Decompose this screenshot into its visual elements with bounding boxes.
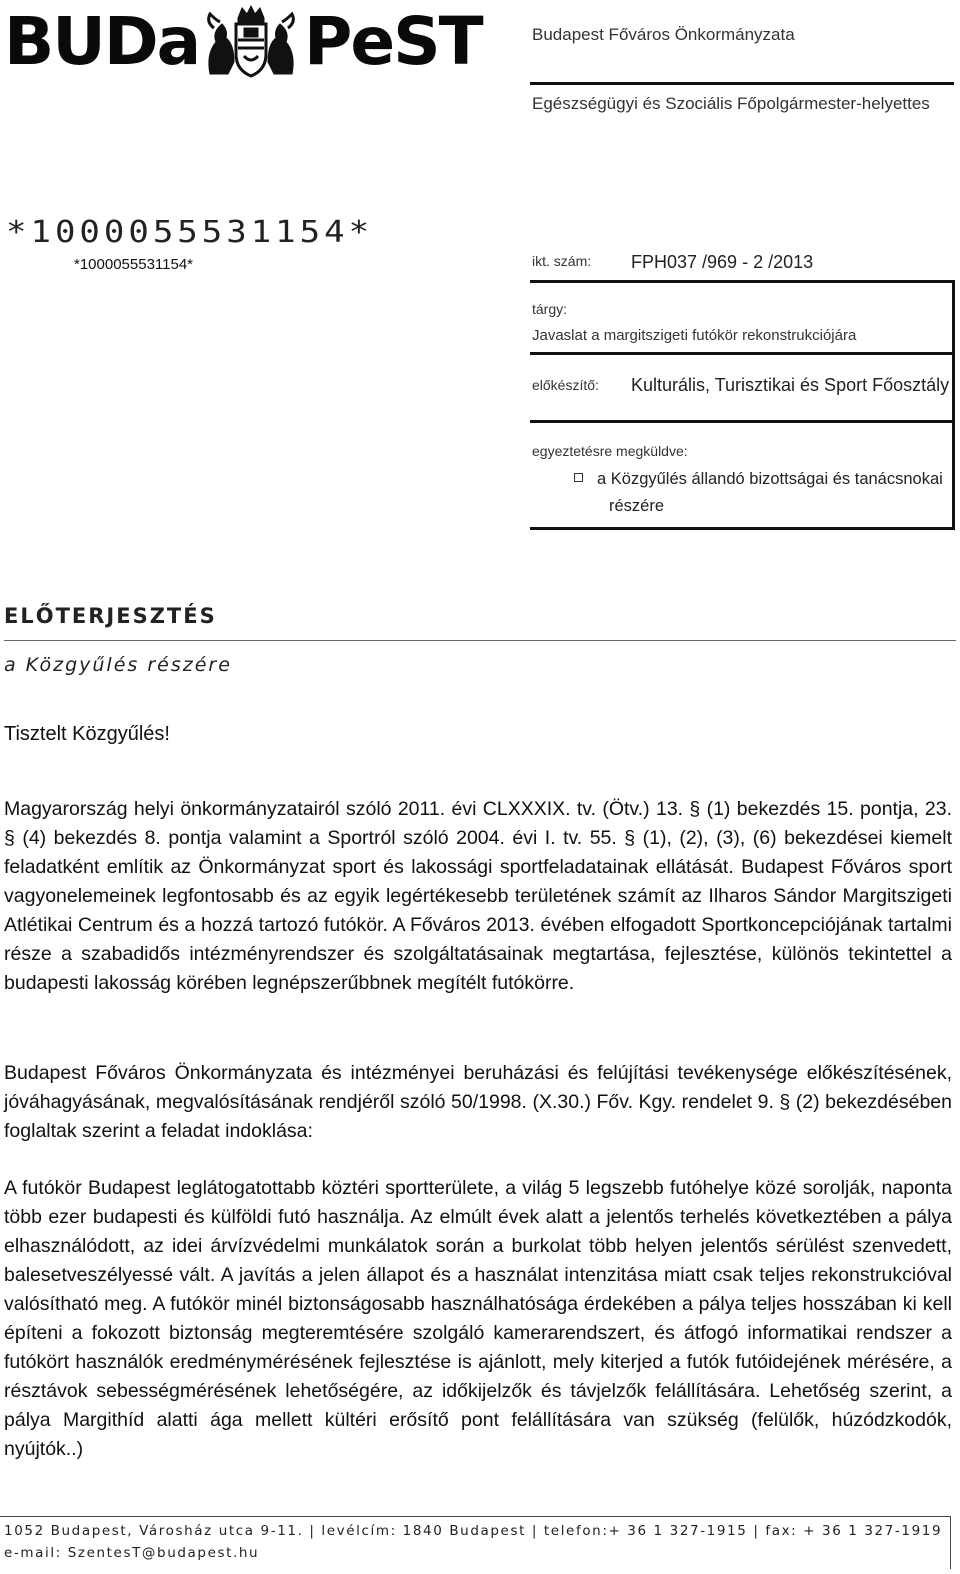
preparer-label: előkészítő: bbox=[532, 377, 599, 393]
logo-text-left: BUDa bbox=[4, 3, 200, 80]
subject-box bbox=[530, 280, 955, 355]
body-paragraph-1: Magyarország helyi önkormányzatairól szóló 2011. évi CLXXXIX. tv. (Ötv.) 13. § (1) bekezdés 15. pontja, 23. § (4) bekezdés 8. pontja valamint a Sportról szóló 2004. évi I. tv. 55. § (1), (2), (3), (6) bekezdései kiemelt feladatként említik az Önkormányzat sport és lakossági sportfeladatainak ellátását. Budapest Főváros sport vagyonelemeinek legfontosabb és az egyik legértékesebb területének számít az Ilharos Sándor Margitszigeti Atlétikai Centrum és a hozzá tartozó futókör. A Főváros 2013. évében elfogadott Sportkoncepciójának tartalmi része a szabadidős intézményrendszer és szolgáltatásainak megtartása, fejlesztése, különös tekintettel a budapesti lakosság körében legnépszerűbbnek megítélt futókörre. bbox=[4, 798, 952, 994]
department-name: Egészségügyi és Szociális Főpolgármester-helyettes bbox=[532, 94, 930, 113]
ikt-label: ikt. szám: bbox=[532, 253, 592, 269]
checkbox-bullet-icon bbox=[574, 473, 583, 482]
greeting: Tisztelt Közgyűlés! bbox=[4, 723, 170, 745]
consultation-line1: a Közgyűlés állandó bizottságai és tanácsnokai bbox=[597, 470, 943, 488]
preparer-box bbox=[530, 352, 955, 421]
budapest-logo bbox=[4, 4, 488, 80]
consultation-box bbox=[530, 420, 955, 530]
body-paragraph-3: A futókör Budapest leglátogatottabb köztéri sportterülete, a világ 5 legszebb futóhelye közé sorolják, naponta több ezer budapesti és külföldi futó használja. Az elmúlt évek alatt a jelentős terhelés következtében a pálya elhasználódott, az idei árvízvédelmi munkálatok során a burkolat több helyen jelentős sérülést szenvedett, balesetveszélyessé vált. A javítás a jelen állapot és a használat intenzitása miatt csak teljes rekonstrukcióval valósítható meg. A futókör minél biztonságosabb használhatósága érdekében a pálya teljes hosszában ki kell építeni a fokozott biztonság megteremtésére szolgáló kamerarendszert, és átfogó informatikai rendszer a futókört használók eredménymérésének fejlesztése is ajánlott, mely kiterjed a futók futóidejének mérésére, a résztávok sebességmérésének lehetőségére, az időkijelzők és távjelzők felállítására. Lehetőség szerint, a pálya Margithíd alatti ága mellett kültéri erősítő pont felállítására van szükség (felülők, húzódzkodók, nyújtók..) bbox=[4, 1177, 952, 1460]
coat-of-arms-icon bbox=[202, 4, 300, 80]
consultation-label: egyeztetésre megküldve: bbox=[532, 443, 688, 459]
footer-email: e-mail: SzentesT@budapest.hu bbox=[4, 1545, 260, 1561]
document-title: ELŐTERJESZTÉS bbox=[4, 604, 217, 628]
preparer-value: Kulturális, Turisztikai és Sport Főosztály bbox=[631, 375, 950, 395]
header-divider bbox=[530, 82, 954, 85]
title-divider bbox=[4, 640, 956, 641]
subject-value: Javaslat a margitszigeti futókör rekonstrukciójára bbox=[532, 327, 857, 344]
consultation-item bbox=[574, 470, 943, 489]
barcode-number: *1000055531154* bbox=[74, 256, 194, 273]
footer-address: 1052 Budapest, Városház utca 9-11. | levélcím: 1840 Budapest | telefon:+ 36 1 327-1915 | fax: + 36 1 327-1919 bbox=[4, 1523, 943, 1539]
logo-text-right: PeST bbox=[304, 3, 482, 80]
organization-name: Budapest Főváros Önkormányzata bbox=[532, 25, 795, 44]
document-subtitle: a Közgyűlés részére bbox=[4, 654, 232, 676]
subject-label: tárgy: bbox=[532, 301, 568, 317]
consultation-line2: részére bbox=[609, 497, 665, 515]
body-paragraph-2: Budapest Főváros Önkormányzata és intézményei beruházási és felújítási tevékenysége előkészítésének, jóváhagyásának, megvalósításának rendjéről szóló 50/1998. (X.30.) Főv. Kgy. rendelet 9. § (2) bekezdésében foglaltak szerint a feladat indoklása: bbox=[4, 1062, 952, 1142]
barcode: *1000055531154* bbox=[6, 214, 374, 250]
ikt-value: FPH037 /969 - 2 /2013 bbox=[631, 252, 814, 272]
